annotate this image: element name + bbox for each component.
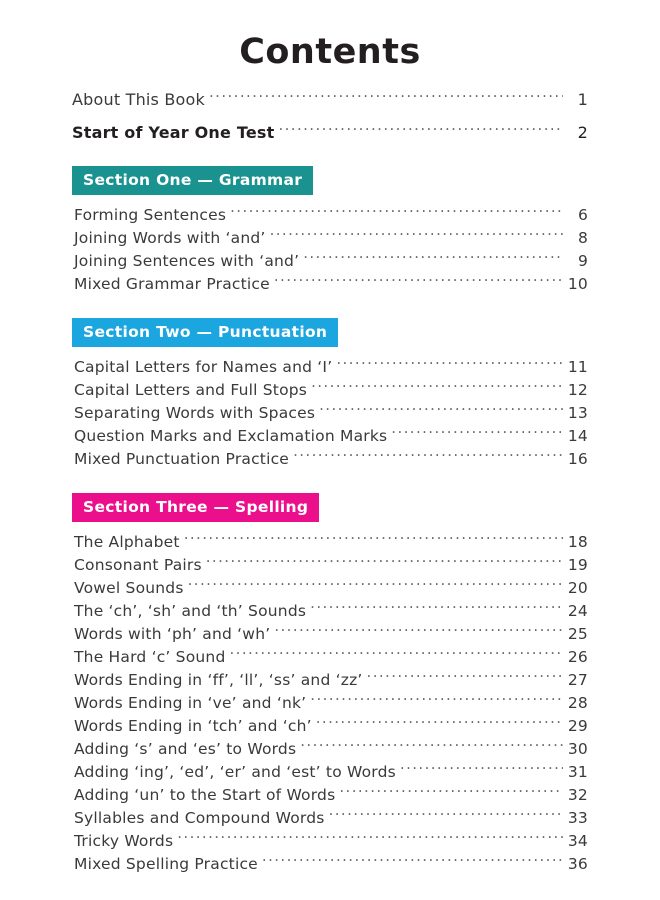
- dot-leader: [367, 670, 563, 686]
- dot-leader: [300, 739, 563, 755]
- entry-page-number: 24: [567, 602, 588, 620]
- entry-label: About This Book: [72, 90, 205, 109]
- dot-leader: [184, 532, 563, 548]
- contents-entry[interactable]: [74, 448, 588, 471]
- contents-entry[interactable]: [74, 669, 588, 692]
- spacer: [72, 296, 588, 318]
- entry-page-number: 10: [567, 275, 588, 293]
- dot-leader: [230, 205, 563, 221]
- entry-page-number: 29: [567, 717, 588, 735]
- entry-label: The ‘ch’, ‘sh’ and ‘th’ Sounds: [74, 602, 307, 620]
- dot-leader: [316, 716, 563, 732]
- entry-page-number: 18: [567, 533, 588, 551]
- dot-leader: [206, 555, 563, 571]
- entry-label: Mixed Punctuation Practice: [74, 450, 290, 468]
- dot-leader: [400, 762, 563, 778]
- contents-entry[interactable]: [74, 204, 588, 227]
- entry-page-number: 31: [567, 763, 588, 781]
- section-banner: Section Two — Punctuation: [72, 318, 338, 347]
- dot-leader: [310, 601, 563, 617]
- dot-leader: [274, 624, 563, 640]
- spacer: [72, 111, 588, 121]
- entry-page-number: 30: [567, 740, 588, 758]
- contents-entry[interactable]: [74, 646, 588, 669]
- entry-label: Syllables and Compound Words: [74, 809, 325, 827]
- entry-label: Start of Year One Test: [72, 123, 275, 142]
- section-block: [72, 493, 588, 876]
- front-matter-list: [72, 74, 588, 144]
- entry-label: Mixed Spelling Practice: [74, 855, 258, 873]
- contents-entry[interactable]: [74, 577, 588, 600]
- entry-label: Joining Words with ‘and’: [74, 229, 266, 247]
- section-block: [72, 166, 588, 296]
- dot-leader: [188, 578, 563, 594]
- entry-label: Capital Letters and Full Stops: [74, 381, 308, 399]
- dot-leader: [329, 808, 563, 824]
- entry-page-number: 8: [577, 229, 588, 247]
- entry-label: Words Ending in ‘ve’ and ‘nk’: [74, 694, 307, 712]
- spacer: [72, 74, 588, 88]
- section-entry-list: [72, 204, 588, 296]
- entry-page-number: 1: [577, 90, 588, 109]
- entry-label: Adding ‘ing’, ‘ed’, ‘er’ and ‘est’ to Words: [74, 763, 396, 781]
- contents-entry[interactable]: [74, 600, 588, 623]
- contents-entry[interactable]: [74, 738, 588, 761]
- entry-page-number: 14: [567, 427, 588, 445]
- entry-page-number: 2: [577, 123, 588, 142]
- entry-label: Capital Letters for Names and ‘I’: [74, 358, 333, 376]
- section-block: [72, 318, 588, 471]
- contents-entry[interactable]: [74, 356, 588, 379]
- contents-entry[interactable]: [72, 121, 588, 144]
- entry-page-number: 28: [567, 694, 588, 712]
- entry-page-number: 33: [567, 809, 588, 827]
- entry-page-number: 20: [567, 579, 588, 597]
- entry-label: Separating Words with Spaces: [74, 404, 316, 422]
- entry-page-number: 34: [567, 832, 588, 850]
- entry-label: Words Ending in ‘tch’ and ‘ch’: [74, 717, 312, 735]
- contents-entry[interactable]: [74, 623, 588, 646]
- spacer: [72, 471, 588, 493]
- section-entry-list: [72, 356, 588, 471]
- entry-label: Words with ‘ph’ and ‘wh’: [74, 625, 271, 643]
- entry-page-number: 16: [567, 450, 588, 468]
- contents-entry[interactable]: [74, 227, 588, 250]
- contents-entry[interactable]: [74, 830, 588, 853]
- contents-entry[interactable]: [74, 807, 588, 830]
- dot-leader: [270, 228, 563, 244]
- contents-entry[interactable]: [74, 379, 588, 402]
- contents-entry[interactable]: [74, 250, 588, 273]
- entry-page-number: 25: [567, 625, 588, 643]
- contents-entry[interactable]: [74, 692, 588, 715]
- dot-leader: [230, 647, 564, 663]
- entry-page-number: 12: [567, 381, 588, 399]
- entry-label: Words Ending in ‘ff’, ‘ll’, ‘ss’ and ‘zz’: [74, 671, 363, 689]
- contents-entry[interactable]: [74, 402, 588, 425]
- sections-container: [72, 144, 588, 876]
- contents-entry[interactable]: [74, 761, 588, 784]
- dot-leader: [339, 785, 563, 801]
- entry-page-number: 36: [567, 855, 588, 873]
- contents-entry[interactable]: [72, 88, 588, 111]
- dot-leader: [209, 89, 563, 105]
- section-banner: Section One — Grammar: [72, 166, 313, 195]
- entry-page-number: 6: [577, 206, 588, 224]
- contents-entry[interactable]: [74, 715, 588, 738]
- entry-label: Mixed Grammar Practice: [74, 275, 270, 293]
- contents-entry[interactable]: [74, 554, 588, 577]
- spacer: [72, 144, 588, 166]
- contents-entry[interactable]: [74, 425, 588, 448]
- entry-label: The Hard ‘c’ Sound: [74, 648, 226, 666]
- entry-label: Consonant Pairs: [74, 556, 202, 574]
- section-entry-list: [72, 531, 588, 876]
- dot-leader: [310, 693, 563, 709]
- contents-entry[interactable]: [74, 273, 588, 296]
- entry-label: Vowel Sounds: [74, 579, 184, 597]
- entry-label: The Alphabet: [74, 533, 180, 551]
- contents-entry[interactable]: [74, 853, 588, 876]
- section-banner: Section Three — Spelling: [72, 493, 319, 522]
- entry-page-number: 32: [567, 786, 588, 804]
- dot-leader: [391, 426, 563, 442]
- entry-label: Adding ‘s’ and ‘es’ to Words: [74, 740, 297, 758]
- dot-leader: [303, 251, 563, 267]
- entry-label: Joining Sentences with ‘and’: [74, 252, 300, 270]
- dot-leader: [177, 831, 563, 847]
- entry-page-number: 26: [567, 648, 588, 666]
- entry-page-number: 13: [567, 404, 588, 422]
- dot-leader: [319, 403, 563, 419]
- entry-page-number: 11: [567, 358, 588, 376]
- entry-label: Adding ‘un’ to the Start of Words: [74, 786, 336, 804]
- page-title: Contents: [239, 32, 421, 72]
- entry-page-number: 9: [577, 252, 588, 270]
- contents-entry[interactable]: [74, 784, 588, 807]
- dot-leader: [311, 380, 563, 396]
- dot-leader: [336, 357, 563, 373]
- entry-label: Forming Sentences: [74, 206, 227, 224]
- contents-entry[interactable]: [74, 531, 588, 554]
- entry-page-number: 27: [567, 671, 588, 689]
- entry-label: Question Marks and Exclamation Marks: [74, 427, 388, 445]
- dot-leader: [278, 122, 563, 138]
- dot-leader: [293, 449, 563, 465]
- dot-leader: [274, 274, 563, 290]
- entry-label: Tricky Words: [74, 832, 174, 850]
- entry-page-number: 19: [567, 556, 588, 574]
- dot-leader: [262, 854, 563, 870]
